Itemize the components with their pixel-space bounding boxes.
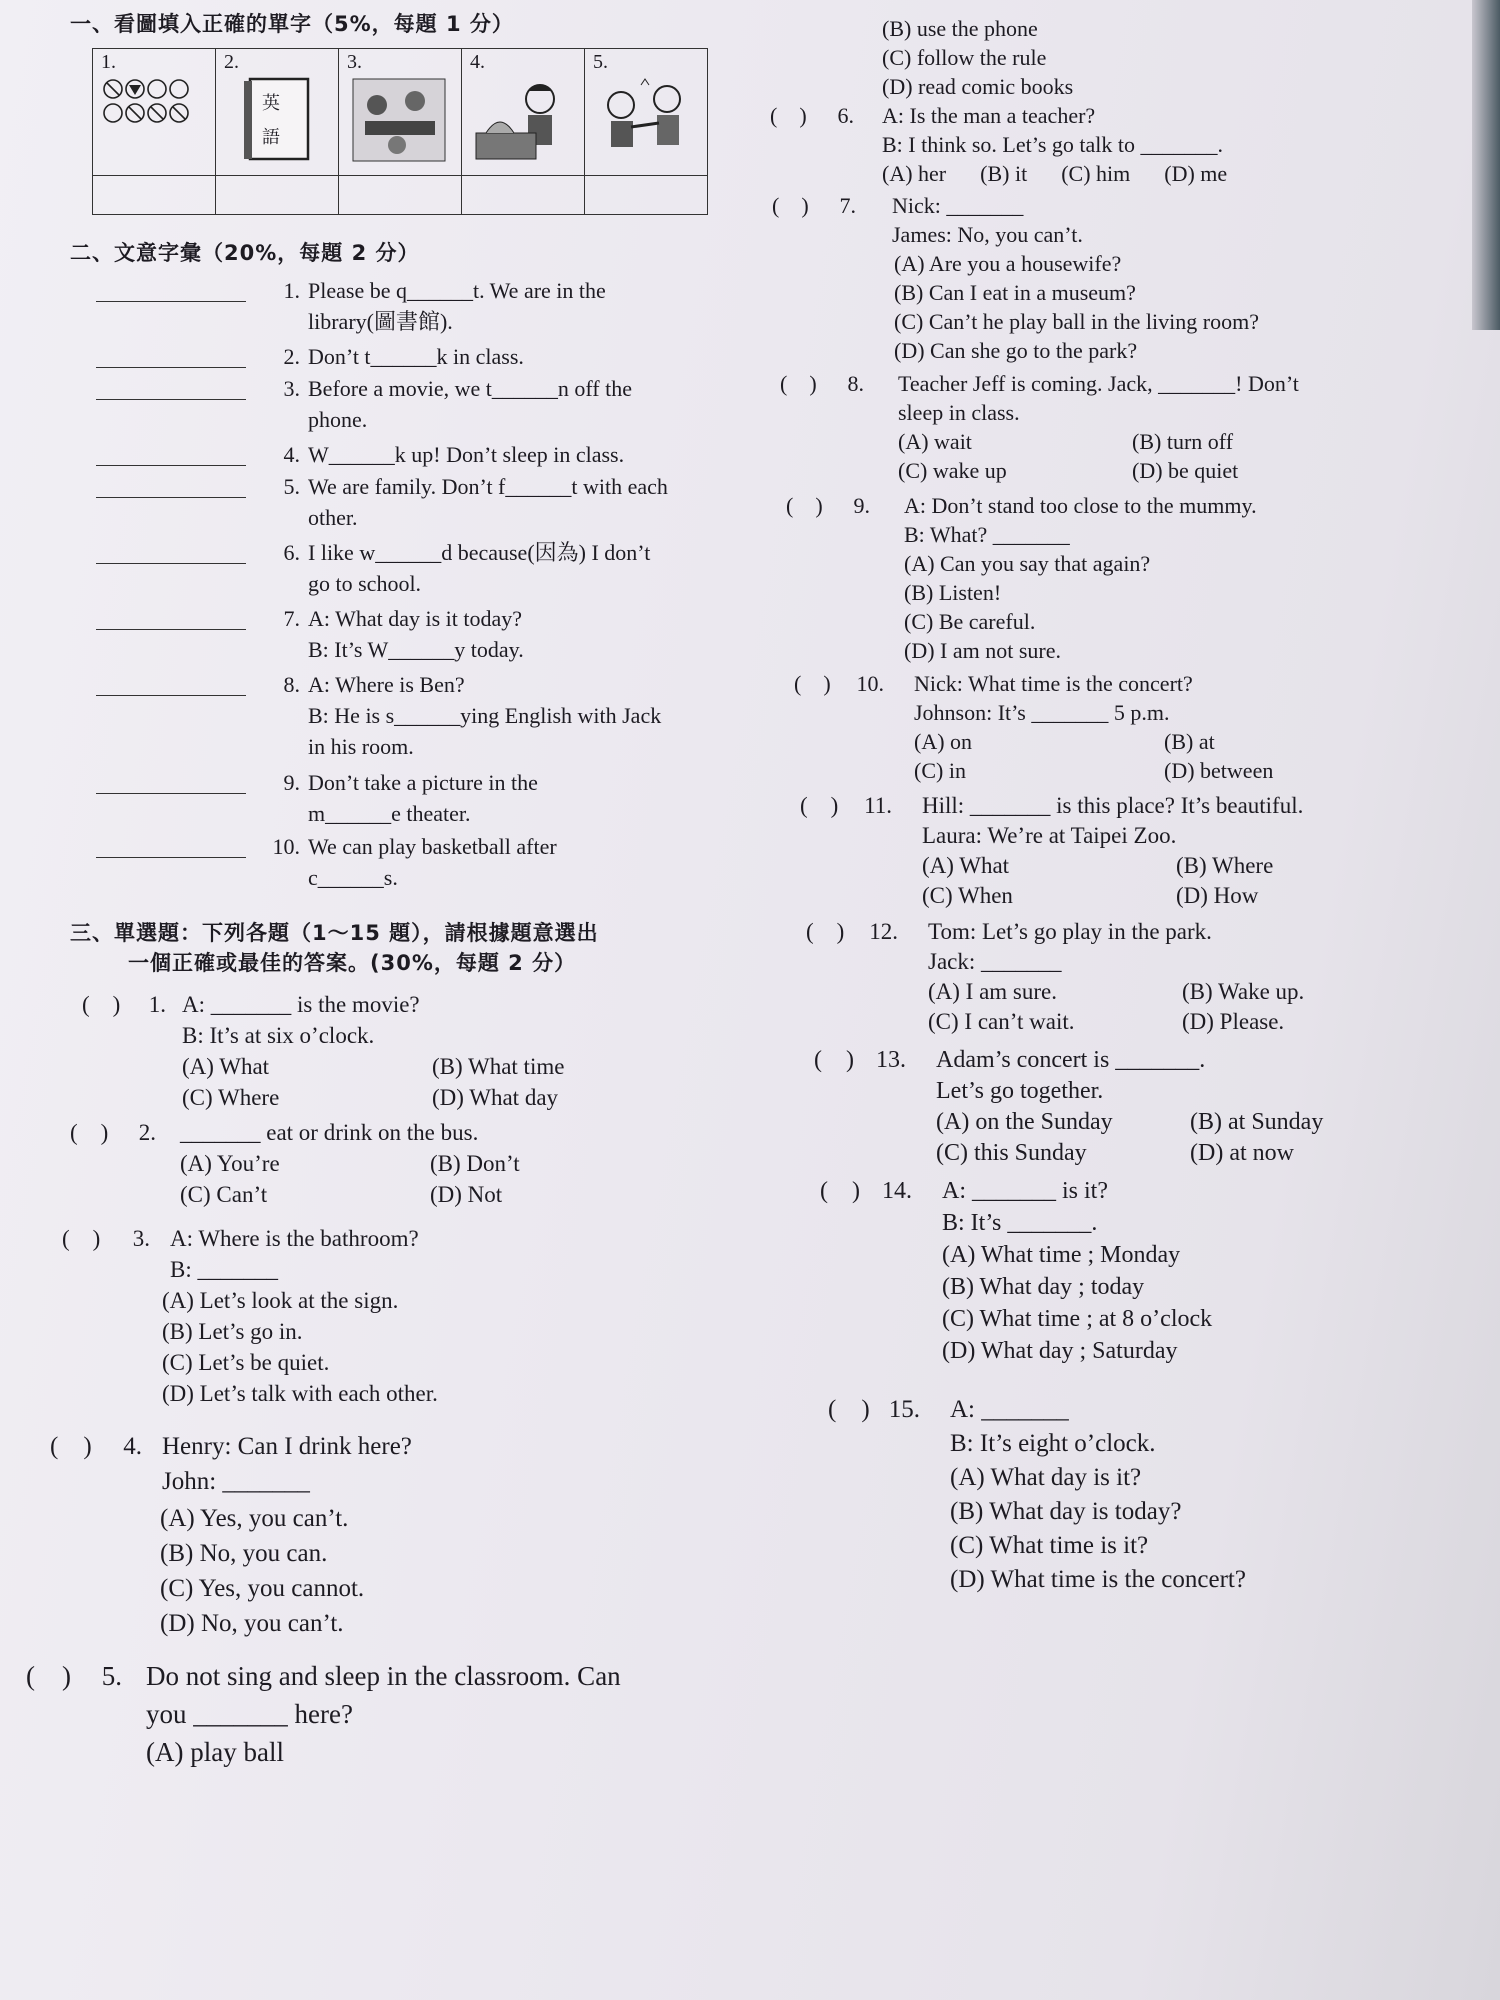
rule-signs-icon — [101, 77, 213, 137]
answer-paren[interactable]: ( ) — [820, 1178, 860, 1204]
answer-cell-2[interactable] — [216, 176, 339, 215]
answer-paren[interactable]: ( ) — [806, 919, 845, 944]
answer-paren[interactable]: ( ) — [780, 371, 817, 396]
question-15: ( ) 15. A: _______ B: It’s eight o’clock. (A) What day is it? (B) What day is today? (C) What time is it? (D) What time is the concert? — [828, 1393, 1500, 1623]
options: (A) You’re (B) Don’t (C) Can’t (D) Not — [180, 1151, 520, 1207]
section3-left-list — [26, 989, 770, 1789]
options: (A) on the Sunday (B) at Sunday (C) this Sunday (D) at now — [936, 1109, 1324, 1166]
options: (A) What day is it? (B) What day is today? (C) What time is it? (D) What time is the concert? — [950, 1464, 1246, 1593]
right-column — [770, 14, 1470, 1661]
options: (A) I am sure. (B) Wake up. (C) I can’t wait. (D) Please. — [928, 979, 1305, 1034]
question-1: ( ) 1. A: _______ is the movie? B: It’s at six o’clock. (A) What (B) What time (C) Where (D) What day — [82, 989, 762, 1109]
question-6: ( ) 6. A: Is the man a teacher? B: I think so. Let’s go talk to _______. (A) her (B) it (C) him (D) me — [770, 103, 1228, 186]
answer-blank[interactable] — [96, 831, 246, 858]
question-5: ( ) 5. Do not sing and sleep in the classroom. Can you _______ here? (A) play ball — [26, 1657, 746, 1787]
answer-blank[interactable] — [96, 275, 246, 302]
picture-cell-4: 4. — [462, 49, 585, 176]
vocab-item: 1. Please be q______t. We are in the library(圖書館). — [70, 275, 770, 337]
answer-blank[interactable] — [96, 341, 246, 368]
answer-paren[interactable]: ( ) — [800, 793, 839, 818]
options: (A) Are you a housewife? (B) Can I eat in a museum? (C) Can’t he play ball in the living room? (D) Can she go to the park? — [894, 251, 1259, 363]
options: (A) play ball — [146, 1737, 284, 1767]
question-12: ( ) 12. Tom: Let’s go play in the park. Jack: _______ (A) I am sure. (B) Wake up. (C) I can’t wait. (D) Please. — [806, 917, 1486, 1041]
fighting-kids-icon — [593, 75, 705, 165]
picture-cell-3: 3. — [339, 49, 462, 176]
options: (A) Let’s look at the sign. (B) Let’s go in. (C) Let’s be quiet. (D) Let’s talk with each other. — [162, 1288, 438, 1406]
vocab-item: 7. A: What day is it today? B: It’s W______y today. — [70, 603, 770, 665]
question-10: ( ) 10. Nick: What time is the concert? Johnson: It’s _______ 5 p.m. (A) on (B) at (C) in (D) between — [794, 669, 1474, 787]
vocab-item: 10. We can play basketball after c______s. — [70, 831, 770, 893]
answer-paren[interactable]: ( ) — [50, 1433, 92, 1460]
options: (A) Yes, you can’t. (B) No, you can. (C) Yes, you cannot. (D) No, you can’t. — [160, 1505, 365, 1637]
section3-subtitle: 一個正確或最佳的答案。(30%，每題 2 分） — [128, 951, 577, 975]
section3-header — [70, 917, 770, 977]
answer-blank[interactable] — [96, 537, 246, 564]
answer-paren[interactable]: ( ) — [770, 103, 807, 128]
answer-blank[interactable] — [96, 767, 246, 794]
answer-paren[interactable]: ( ) — [772, 193, 809, 218]
answer-cell-4[interactable] — [462, 176, 585, 215]
answer-blank[interactable] — [96, 603, 246, 630]
picture-cell-5: 5. — [585, 49, 708, 176]
answer-blank[interactable] — [96, 669, 246, 696]
section3-right-list — [770, 101, 1470, 1661]
answer-cell-3[interactable] — [339, 176, 462, 215]
section2-list — [70, 275, 770, 890]
picture-table — [92, 48, 708, 215]
vocab-item: 4. W______k up! Don’t sleep in class. — [70, 439, 770, 470]
eating-kid-icon — [470, 75, 582, 165]
vocab-item: 6. I like w______d because(因為) I don’t go to school. — [70, 537, 770, 599]
answer-paren[interactable]: ( ) — [62, 1226, 101, 1251]
answer-blank[interactable] — [96, 373, 246, 400]
answer-blank[interactable] — [96, 471, 246, 498]
left-column — [26, 8, 770, 1789]
answer-blank[interactable] — [96, 439, 246, 466]
options: (A) Can you say that again? (B) Listen! (C) Be careful. (D) I am not sure. — [904, 551, 1151, 663]
question-2: ( ) 2. _______ eat or drink on the bus. (A) You’re (B) Don’t (C) Can’t (D) Not — [70, 1117, 760, 1215]
vocab-item: 5. We are family. Don’t f______t with each other. — [70, 471, 770, 533]
options: (A) on (B) at (C) in (D) between — [914, 729, 1274, 783]
vocab-item: 3. Before a movie, we t______n off the phone. — [70, 373, 770, 435]
vocab-item: 8. A: Where is Ben? B: He is s______ying English with Jack in his room. — [70, 669, 770, 762]
options: (A) What time ; Monday (B) What day ; today (C) What time ; at 8 o’clock (D) What day ; Saturday — [942, 1242, 1213, 1364]
answer-paren[interactable]: ( ) — [786, 493, 823, 518]
section2-title: 二、文意字彙（20%，每題 2 分） — [70, 241, 420, 265]
options: (A) What (B) What time (C) Where (D) What day — [182, 1054, 565, 1110]
vocab-item: 9. Don’t take a picture in the m______e theater. — [70, 767, 770, 829]
answer-paren[interactable]: ( ) — [814, 1047, 854, 1073]
picture-cell-2: 2. 英 語 — [216, 49, 339, 176]
answer-paren[interactable]: ( ) — [794, 671, 831, 696]
question-7: ( ) 7. Nick: _______ James: No, you can’t. (A) Are you a housewife? (B) Can I eat in a museum? (C) Can’t he play ball in the living room? (D) Can she go to the park? — [772, 193, 1259, 363]
question-8: ( ) 8. Teacher Jeff is coming. Jack, _______! Don’t sleep in class. (A) wait (B) turn off (C) wake up (D) be quiet — [780, 369, 1460, 485]
options: (A) What (B) Where (C) When (D) How — [922, 853, 1274, 908]
picture-cell-1: 1. — [93, 49, 216, 176]
vocab-item: 2. Don’t t______k in class. — [70, 341, 770, 372]
question-9: ( ) 9. A: Don’t stand too close to the mummy. B: What? _______ (A) Can you say that again? (B) Listen! (C) Be careful. (D) I am not sure. — [786, 493, 1257, 663]
answer-paren[interactable]: ( ) — [828, 1396, 870, 1423]
options: (A) wait (B) turn off (C) wake up (D) be quiet — [898, 429, 1239, 483]
answer-paren[interactable]: ( ) — [26, 1661, 71, 1691]
question-14: ( ) 14. A: _______ is it? B: It’s _______. (A) What time ; Monday (B) What day ; today (C) What time ; at 8 o’clock (D) What day ; Saturday — [820, 1175, 1500, 1371]
answer-cell-1[interactable] — [93, 176, 216, 215]
question-3: ( ) 3. A: Where is the bathroom? B: _______ (A) Let’s look at the sign. (B) Let’s go in. (C) Let’s be quiet. (D) Let’s talk with each other. — [62, 1223, 752, 1419]
answer-paren[interactable]: ( ) — [70, 1120, 109, 1145]
question-4: ( ) 4. Henry: Can I drink here? John: _______ (A) Yes, you can’t. (B) No, you can. (C) Yes, you cannot. (D) No, you can’t. — [50, 1429, 740, 1649]
section3-title: 三、單選題：下列各題（1～15 題），請根據題意選出 — [70, 921, 599, 945]
options: (A) her (B) it (C) him (D) me — [882, 161, 1228, 186]
section1-title: 一、看圖填入正確的單字（5%，每題 1 分） — [70, 12, 514, 36]
english-book-icon — [224, 75, 336, 165]
question-5-continued-options: (B) use the phone (C) follow the rule (D) read comic books — [882, 16, 1074, 99]
question-13: ( ) 13. Adam’s concert is _______. Let’s go together. (A) on the Sunday (B) at Sunday (C) this Sunday (D) at now — [814, 1045, 1494, 1169]
question-11: ( ) 11. Hill: _______ is this place? It’s beautiful. Laura: We’re at Taipei Zoo. (A) What (B) Where (C) When (D) How — [800, 791, 1480, 913]
answer-cell-5[interactable] — [585, 176, 708, 215]
classroom-scene-icon — [347, 75, 459, 165]
answer-paren[interactable]: ( ) — [82, 992, 121, 1017]
